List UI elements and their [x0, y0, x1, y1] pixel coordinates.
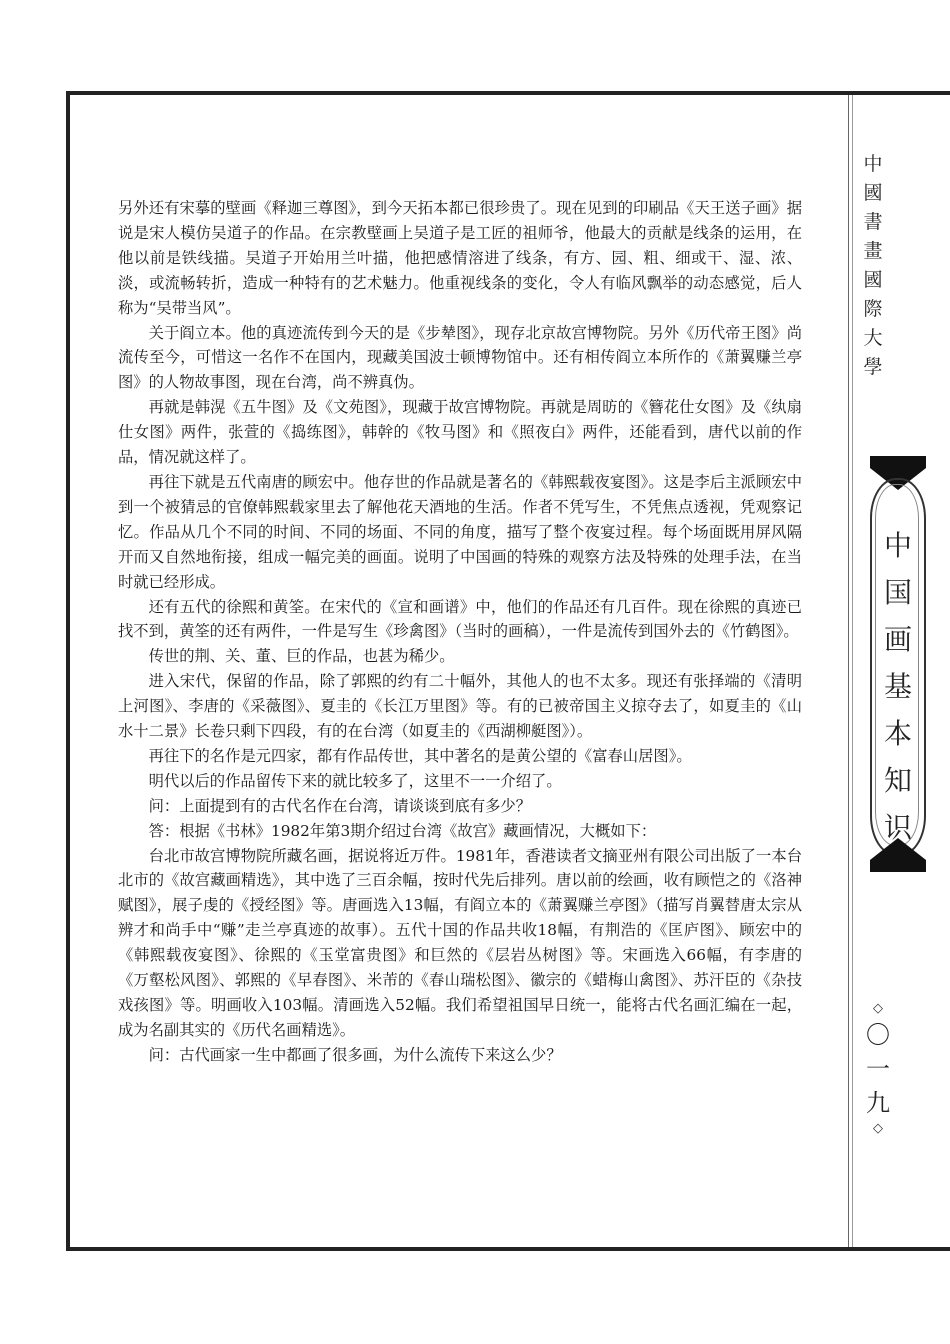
school-char: 大: [863, 327, 883, 349]
book-title-vertical: [866, 522, 930, 851]
paragraph-7: 进入宋代，保留的作品，除了郭熙的约有二十幅外，其他人的也不太多。现还有张择端的《清明上河图》、李唐的《采薇图》、夏圭的《长江万里图》等。有的已被帝国主义掠夺去了，如夏圭的《山水十二景》长卷只剩下四段，有的在台湾（如夏圭的《西湖柳艇图》）。: [118, 672, 802, 741]
answer-1: 答：根据《书林》1982年第3期介绍过台湾《故宫》藏画情况，大概如下：: [148, 821, 657, 840]
title-char: 基: [883, 670, 912, 703]
frame-left-border: [66, 91, 70, 1251]
school-char: 畫: [863, 240, 883, 262]
school-char: 書: [863, 211, 883, 233]
paragraph-10: 台北市故宫博物院所藏名画，据说将近万件。1981年，香港读者文摘亚州有限公司出版了一本台北市的《故宫藏画精选》，其中选了三百余幅，按时代先后排列。唐以前的绘画，收有顾恺之的《洛神赋图》，展子虔的《授经图》等。唐画选入13幅，有阎立本的《萧翼赚兰亭图》（描写肖翼替唐太宗从辨才和尚手中“赚”走兰亭真迹的故事）。五代十国的作品共收18幅，有荆浩的《匡庐图》、顾宏中的《韩熙载夜宴图》、徐熙的《玉堂富贵图》和巨然的《层岩丛树图》等。宋画选入66幅，有李唐的《万壑松风图》、郭熙的《早春图》、米芾的《春山瑞松图》、徽宗的《蜡梅山禽图》、苏汗臣的《杂技戏孩图》等。明画收入103幅。清画选入52幅。我们希望祖国早日统一，能将古代名画汇编在一起，成为名副其实的《历代名画精选》。: [118, 846, 802, 1039]
school-char: 國: [863, 269, 883, 291]
school-char: 學: [863, 356, 883, 378]
diamond-ornament-bottom: ◇: [873, 1121, 883, 1136]
paragraph-4: 再往下就是五代南唐的顾宏中。他存世的作品就是著名的《韩熙载夜宴图》。这是李后主派顾宏中到一个被猜忌的官僚韩熙载家里去了解他花天酒地的生活。作者不凭写生，不凭焦点透视，凭观察记忆。作品从几个不同的时间、不同的场面、不同的角度，描写了整个夜宴过程。每个场面既用屏风隔开而又自然地衔接，组成一幅完美的画面。说明了中国画的特殊的观察方法及特殊的处理手法，在当时就已经形成。: [118, 472, 802, 591]
page-number-digit: 〇: [866, 1021, 890, 1049]
frame-bottom-border: [66, 1247, 950, 1251]
paragraph-1: 另外还有宋摹的壁画《释迦三尊图》，到今天拓本都已很珍贵了。现在见到的印刷品《天王送子画》据说是宋人模仿吴道子的作品。在宗教壁画上吴道子是工匠的祖师爷，他最大的贡献是线条的运用，在他以前是铁线描。吴道子开始用兰叶描，他把感情溶进了线条，有方、园、粗、细或干、湿、浓、淡，或流畅转折，造成一种特有的艺术魅力。他重视线条的变化，令人有临风飘举的动态感觉，后人称为“吴带当风”。: [118, 199, 802, 317]
paragraph-3: 再就是韩滉《五牛图》及《文苑图》，现藏于故宫博物院。再就是周昉的《簪花仕女图》及《纨扇仕女图》两件，张萱的《捣练图》，韩幹的《牧马图》和《照夜白》两件，还能看到，唐代以前的作品，情况就这样了。: [118, 398, 802, 467]
school-char: 中: [863, 153, 883, 175]
paragraph-8: 再往下的名作是元四家，都有作品传世，其中著名的是黄公望的《富春山居图》。: [148, 746, 692, 765]
diamond-ornament-top: ◇: [873, 1001, 883, 1016]
paragraph-5: 还有五代的徐熙和黄筌。在宋代的《宣和画谱》中，他们的作品还有几百件。现在徐熙的真迹已找不到，黄筌的还有两件，一件是写生《珍禽图》（当时的画稿），一件是流传到国外去的《竹鹤图》。: [118, 597, 802, 641]
book-title-panel: [866, 456, 930, 876]
page-number-digit: 一: [866, 1055, 890, 1083]
question-2: 问：古代画家一生中都画了很多画，为什么流传下来这么少？: [148, 1045, 562, 1064]
title-char: 知: [883, 764, 912, 797]
question-1: 问：上面提到有的古代名作在台湾，请谈谈到底有多少？: [148, 796, 532, 815]
page-number: [856, 1000, 900, 1138]
title-char: 国: [883, 576, 912, 609]
paragraph-2: 关于阎立本。他的真迹流传到今天的是《步辇图》，现存北京故宫博物院。另外《历代帝王图》尚流传至今，可惜这一名作不在国内，现藏美国波士顿博物馆中。还有相传阎立本所作的《萧翼赚兰亭图》的人物故事图，现在台湾，尚不辨真伪。: [118, 323, 802, 392]
frame-top-border: [66, 91, 950, 95]
page-number-digit: 九: [866, 1089, 890, 1117]
title-char: 本: [883, 717, 912, 750]
title-char: 中: [883, 529, 912, 562]
sidebar-divider: [848, 95, 849, 1247]
school-char: 際: [863, 298, 883, 320]
paragraph-6: 传世的荆、关、董、巨的作品，也甚为稀少。: [148, 647, 455, 666]
paragraph-9: 明代以后的作品留传下来的就比较多了，这里不一一介绍了。: [148, 771, 562, 790]
panel-bar-top: [870, 456, 926, 468]
school-char: 國: [863, 182, 883, 204]
panel-bar-bottom: [870, 860, 926, 872]
school-name-vertical: [850, 150, 896, 382]
title-char: 画: [883, 623, 912, 656]
page-body: [118, 196, 802, 1068]
title-char: 识: [883, 811, 912, 844]
